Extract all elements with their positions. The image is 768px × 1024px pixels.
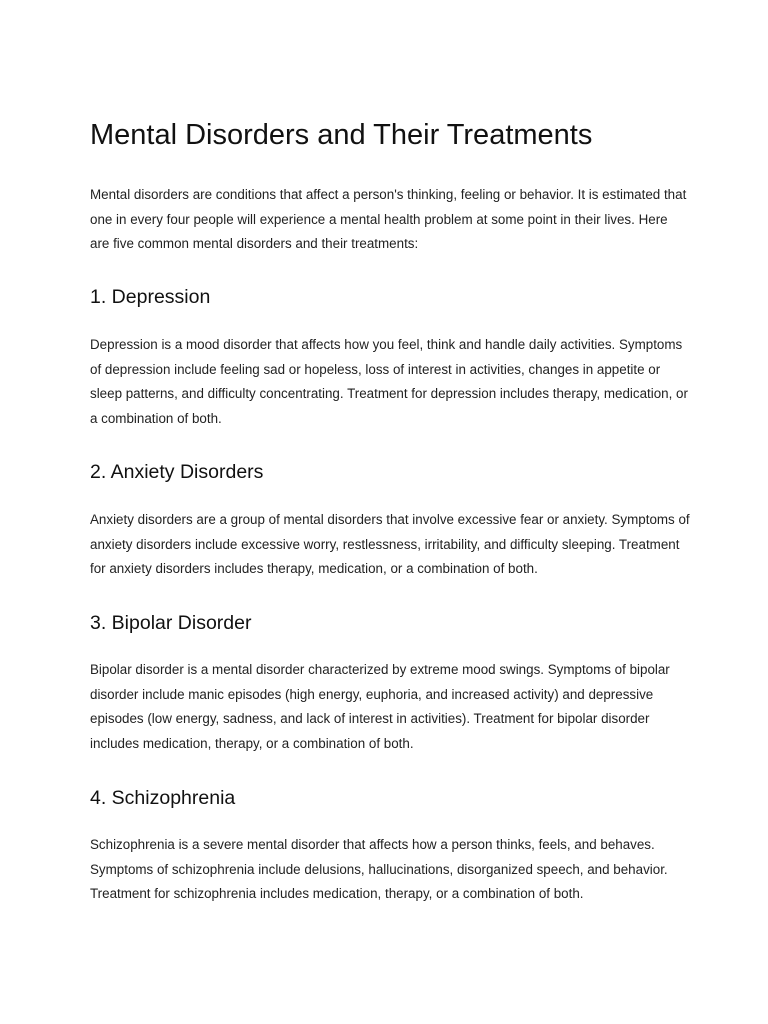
section-heading-depression: 1. Depression [90,286,211,308]
section-heading-anxiety-disorders: 2. Anxiety Disorders [90,461,264,483]
section-body-anxiety-disorders: Anxiety disorders are a group of mental disorders that involve excessive fear or anxiety. Symptoms of anxiety disorders include excessive worry, restlessness, irritability, and difficulty sleeping. Treatment for anxiety disorders includes therapy, medication, or a combination of both. [90,512,690,577]
section-heading-schizophrenia: 4. Schizophrenia [90,787,236,809]
intro-paragraph: Mental disorders are conditions that affect a person's thinking, feeling or behavior. It is estimated that one in every four people will experience a mental health problem at some point in their lives. Here are five common mental disorders and their treatments: [90,187,687,252]
section-heading-bipolar-disorder: 3. Bipolar Disorder [90,612,252,634]
section-body-bipolar-disorder: Bipolar disorder is a mental disorder characterized by extreme mood swings. Symptoms of bipolar disorder include manic episodes (high energy, euphoria, and increased activity) and depressive episodes (low energy, sadness, and lack of interest in activities). Treatment for bipolar disorder includes medication, therapy, or a combination of both. [90,662,670,751]
document-title: Mental Disorders and Their Treatments [90,119,593,151]
section-body-depression: Depression is a mood disorder that affects how you feel, think and handle daily activities. Symptoms of depression include feeling sad or hopeless, loss of interest in activities, changes in appetite or sleep patterns, and difficulty concentrating. Treatment for depression includes therapy, medication, or a combination of both. [90,337,688,426]
section-body-schizophrenia: Schizophrenia is a severe mental disorder that affects how a person thinks, feels, and behaves. Symptoms of schizophrenia include delusions, hallucinations, disorganized speech, and behavior. Treatment for schizophrenia includes medication, therapy, or a combination of both. [90,837,668,902]
